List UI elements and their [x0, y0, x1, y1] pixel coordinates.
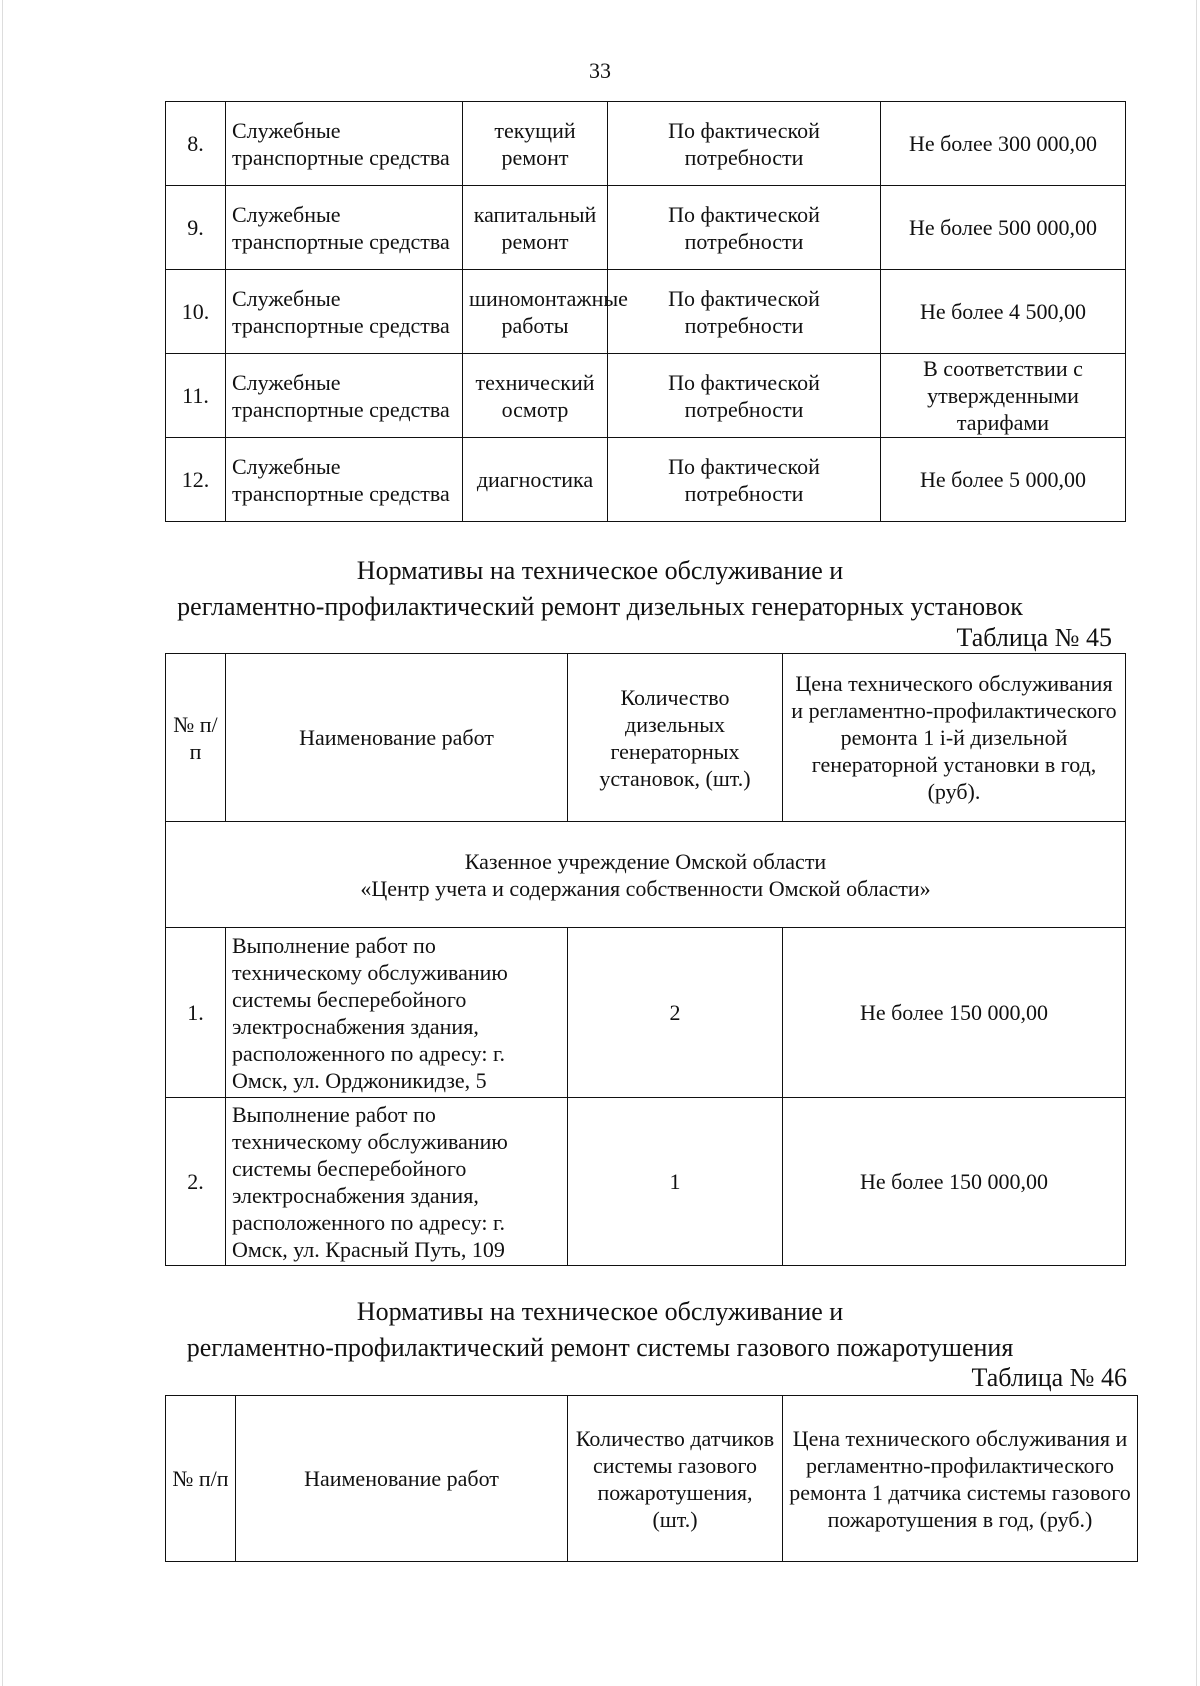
row-number: 8.	[166, 102, 226, 186]
section45-title-line2: регламентно-профилактический ремонт дизельных генераторных установок	[177, 592, 1023, 621]
table-row	[166, 270, 1126, 354]
table-row	[166, 186, 1126, 270]
object-name: Служебные транспортные средства	[226, 438, 463, 522]
quantity: По фактической потребности	[608, 102, 881, 186]
table-header-row	[166, 1396, 1138, 1562]
header-work-name: Наименование работ	[236, 1396, 568, 1562]
section45-title-line1: Нормативы на техническое обслуживание и	[356, 556, 844, 585]
object-name: Служебные транспортные средства	[226, 186, 463, 270]
table-row	[166, 354, 1126, 438]
institution-cell	[166, 822, 1126, 928]
quantity: По фактической потребности	[608, 438, 881, 522]
scan-edge-left	[2, 0, 3, 1686]
work-type: диагностика	[463, 438, 608, 522]
price: Не более 300 000,00	[881, 102, 1126, 186]
row-number: 1.	[166, 928, 226, 1098]
price: Не более 5 000,00	[881, 438, 1126, 522]
work-type: капитальный ремонт	[463, 186, 608, 270]
institution-line1: Казенное учреждение Омской области	[464, 848, 827, 874]
row-number: 10.	[166, 270, 226, 354]
header-quantity: Количество датчиков системы газового пожаротушения, (шт.)	[568, 1396, 783, 1562]
table-row	[166, 1098, 1126, 1266]
table-row	[166, 438, 1126, 522]
quantity: 2	[568, 928, 783, 1098]
object-name: Служебные транспортные средства	[226, 270, 463, 354]
institution-row	[166, 822, 1126, 928]
row-number: 11.	[166, 354, 226, 438]
table46-label: Таблица № 46	[971, 1363, 1127, 1392]
quantity: По фактической потребности	[608, 354, 881, 438]
quantity: По фактической потребности	[608, 186, 881, 270]
price: Не более 150 000,00	[783, 928, 1126, 1098]
header-number: № п/п	[166, 1396, 236, 1562]
work-type: текущий ремонт	[463, 102, 608, 186]
header-quantity: Количество дизельных генераторных установок, (шт.)	[568, 654, 783, 822]
row-number: 12.	[166, 438, 226, 522]
institution-line2: «Центр учета и содержания собственности Омской области»	[360, 875, 931, 901]
price: Не более 500 000,00	[881, 186, 1126, 270]
header-work-name: Наименование работ	[226, 654, 568, 822]
table-row	[166, 928, 1126, 1098]
work-type: технический осмотр	[463, 354, 608, 438]
scan-edge-right	[1196, 0, 1197, 1686]
price: В соответствии с утвержденными тарифами	[881, 354, 1126, 438]
fire-suppression-table	[165, 1395, 1138, 1562]
table-row	[166, 102, 1126, 186]
table-header-row	[166, 654, 1126, 822]
row-number: 9.	[166, 186, 226, 270]
object-name: Служебные транспортные средства	[226, 354, 463, 438]
table45-label: Таблица № 45	[956, 623, 1112, 652]
quantity: 1	[568, 1098, 783, 1266]
price: Не более 4 500,00	[881, 270, 1126, 354]
price: Не более 150 000,00	[783, 1098, 1126, 1266]
section46-title-line2: регламентно-профилактический ремонт системы газового пожаротушения	[186, 1333, 1014, 1362]
vehicle-maintenance-table	[165, 101, 1126, 522]
row-number: 2.	[166, 1098, 226, 1266]
work-name: Выполнение работ по техническому обслуживанию системы бесперебойного электроснабжения здания, расположенного по адресу: г. Омск, ул. Красный Путь, 109	[226, 1098, 568, 1266]
object-name: Служебные транспортные средства	[226, 102, 463, 186]
quantity: По фактической потребности	[608, 270, 881, 354]
generator-maintenance-table	[165, 653, 1126, 1266]
page-number: 33	[589, 58, 611, 83]
work-type: шиномонтажные работы	[463, 270, 608, 354]
work-name: Выполнение работ по техническому обслуживанию системы бесперебойного электроснабжения здания, расположенного по адресу: г. Омск, ул. Орджоникидзе, 5	[226, 928, 568, 1098]
header-price: Цена технического обслуживания и регламентно-профилактического ремонта 1 i-й дизельной генераторной установки в год, (руб).	[783, 654, 1126, 822]
header-price: Цена технического обслуживания и регламентно-профилактического ремонта 1 датчика системы газового пожаротушения в год, (руб.)	[783, 1396, 1138, 1562]
header-number: № п/п	[166, 654, 226, 822]
section46-title-line1: Нормативы на техническое обслуживание и	[356, 1297, 844, 1326]
